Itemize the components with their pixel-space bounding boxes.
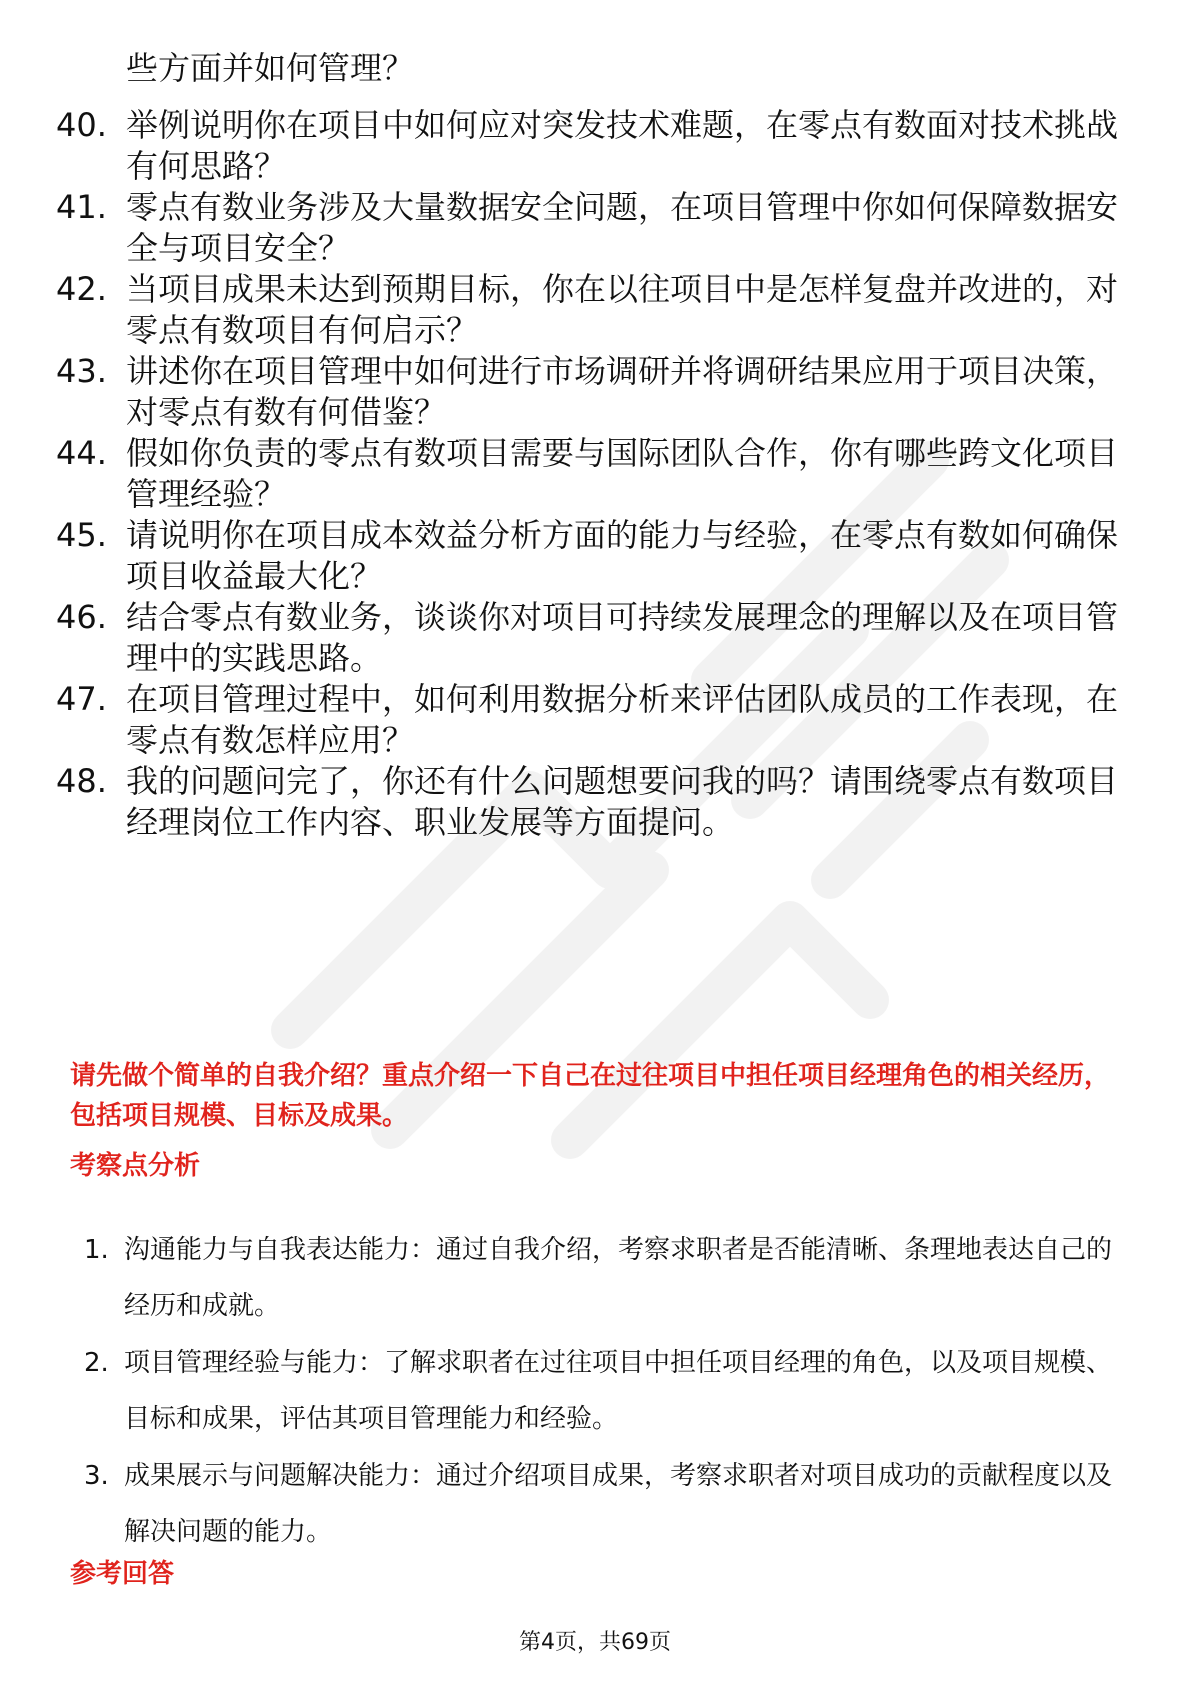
question-item	[56, 433, 1126, 515]
question-list	[56, 48, 1126, 843]
intro-question: 请先做个简单的自我介绍？重点介绍一下自己在过往项目中担任项目经理角色的相关经历，包括项目规模、目标及成果。	[70, 1061, 1111, 1131]
question-text: 讲述你在项目管理中如何进行市场调研并将调研结果应用于项目决策，对零点有数有何借鉴？	[126, 352, 1119, 431]
question-text: 举例说明你在项目中如何应对突发技术难题，在零点有数面对技术挑战有何思路？	[126, 106, 1119, 185]
question-item	[56, 105, 1126, 187]
page-footer: 第4页，共69页	[519, 1630, 671, 1655]
analysis-number: 1.	[84, 1235, 109, 1265]
question-number: 47.	[56, 680, 107, 718]
question-number: 48.	[56, 762, 107, 800]
question-text: 结合零点有数业务，谈谈你对项目可持续发展理念的理解以及在项目管理中的实践思路。	[126, 598, 1119, 677]
analysis-item	[84, 1335, 1124, 1447]
question-item	[56, 269, 1126, 351]
question-item	[56, 761, 1126, 843]
analysis-item	[84, 1448, 1124, 1560]
question-text: 零点有数业务涉及大量数据安全问题，在项目管理中你如何保障数据安全与项目安全？	[126, 188, 1119, 267]
analysis-list	[84, 1222, 1124, 1561]
question-text: 我的问题问完了，你还有什么问题想要问我的吗？请围绕零点有数项目经理岗位工作内容、职业发展等方面提问。	[126, 762, 1119, 841]
question-item	[56, 515, 1126, 597]
question-item	[56, 351, 1126, 433]
analysis-text: 沟通能力与自我表达能力：通过自我介绍，考察求职者是否能清晰、条理地表达自己的经历和成就。	[124, 1235, 1113, 1321]
analysis-number: 2.	[84, 1348, 109, 1378]
analysis-number: 3.	[84, 1461, 109, 1491]
question-number: 41.	[56, 188, 107, 226]
reference-answer-heading: 参考回答	[70, 1559, 175, 1589]
analysis-text: 成果展示与问题解决能力：通过介绍项目成果，考察求职者对项目成功的贡献程度以及解决问题的能力。	[124, 1461, 1113, 1547]
question-text: 请说明你在项目成本效益分析方面的能力与经验，在零点有数如何确保项目收益最大化？	[126, 516, 1119, 595]
question-text: 些方面并如何管理？	[126, 49, 415, 87]
question-item	[56, 679, 1126, 761]
question-number: 42.	[56, 270, 107, 308]
question-number: 46.	[56, 598, 107, 636]
question-item	[56, 597, 1126, 679]
question-number: 40.	[56, 106, 107, 144]
question-number: 43.	[56, 352, 107, 390]
question-item	[56, 187, 1126, 269]
question-text: 当项目成果未达到预期目标，你在以往项目中是怎样复盘并改进的，对零点有数项目有何启示？	[126, 270, 1119, 349]
question-number: 44.	[56, 434, 107, 472]
question-number: 45.	[56, 516, 107, 554]
question-text: 假如你负责的零点有数项目需要与国际团队合作，你有哪些跨文化项目管理经验？	[126, 434, 1119, 513]
analysis-item	[84, 1222, 1124, 1334]
question-text: 在项目管理过程中，如何利用数据分析来评估团队成员的工作表现，在零点有数怎样应用？	[126, 680, 1119, 759]
analysis-heading: 考察点分析	[70, 1151, 201, 1181]
question-continuation	[56, 48, 1126, 89]
analysis-text: 项目管理经验与能力：了解求职者在过往项目中担任项目经理的角色，以及项目规模、目标和成果，评估其项目管理能力和经验。	[124, 1348, 1113, 1434]
